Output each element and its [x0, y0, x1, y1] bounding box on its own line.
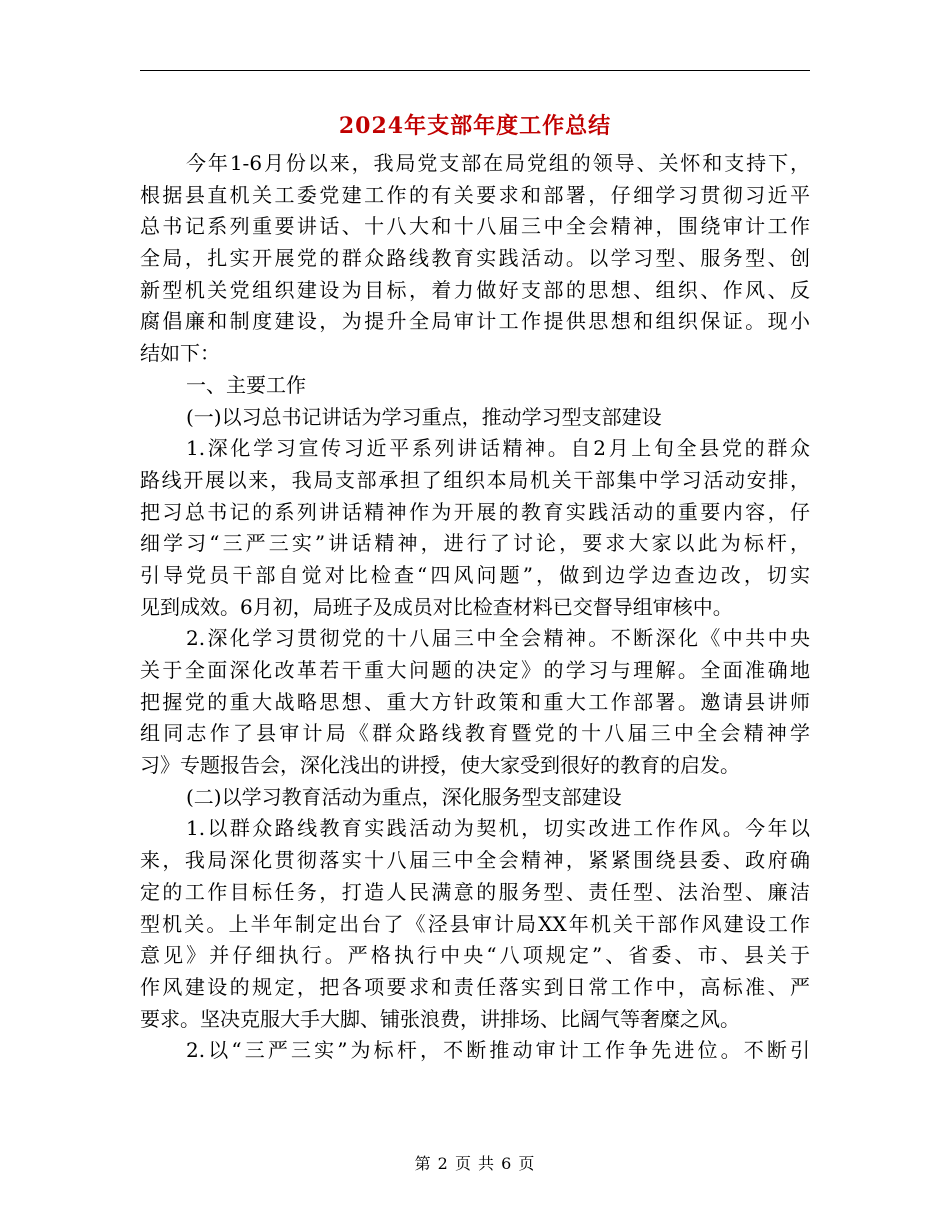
paragraph-line: 腐倡廉和制度建设，为提升全局审计工作提供思想和组织保证。现小 — [140, 309, 810, 334]
paragraph-line: 意见》并仔细执行。严格执行中央“八项规定”、省委、市、县关于 — [140, 943, 810, 968]
paragraph-line: 要求。坚决克服大手大脚、铺张浪费，讲排场、比阔气等奢糜之风。 — [140, 1006, 740, 1031]
paragraph-line: 1.以群众路线教育实践活动为契机，切实改进工作作风。今年以 — [186, 816, 810, 841]
paragraph-line: 引导党员干部自觉对比检查“四风问题”，做到边学边查边改，切实 — [140, 562, 810, 587]
paragraph-line: 细学习“三严三实”讲话精神，进行了讨论，要求大家以此为标杆， — [140, 531, 810, 556]
header-rule — [140, 70, 810, 71]
document-body — [140, 148, 810, 1067]
paragraph-line: 习》专题报告会，深化浅出的讲授，使大家受到很好的教育的启发。 — [140, 753, 740, 778]
paragraph-line: 路线开展以来，我局支部承担了组织本局机关干部集中学习活动安排， — [140, 467, 810, 492]
subsection-heading: (一)以习总书记讲话为学习重点，推动学习型支部建设 — [186, 404, 662, 429]
paragraph-line: 根据县直机关工委党建工作的有关要求和部署，仔细学习贯彻习近平 — [140, 182, 810, 207]
paragraph-line: 把习总书记的系列讲话精神作为开展的教育实践活动的重要内容，仔 — [140, 499, 810, 524]
paragraph-line: 定的工作目标任务，打造人民满意的服务型、责任型、法治型、廉洁 — [140, 879, 810, 904]
paragraph-line: 结如下： — [140, 341, 220, 366]
paragraph-line: 1.深化学习宣传习近平系列讲话精神。自2月上旬全县党的群众 — [186, 436, 810, 461]
paragraph-line: 把握党的重大战略思想、重大方针政策和重大工作部署。邀请县讲师 — [140, 689, 810, 714]
paragraph-line: 作风建设的规定，把各项要求和责任落实到日常工作中，高标准、严 — [140, 974, 810, 999]
paragraph-line: 见到成效。6月初，局班子及成员对比检查材料已交督导组审核中。 — [140, 594, 733, 619]
subsection-heading: (二)以学习教育活动为重点，深化服务型支部建设 — [186, 784, 622, 809]
paragraph-line: 全局，扎实开展党的群众路线教育实践活动。以学习型、服务型、创 — [140, 246, 810, 271]
paragraph-line: 型机关。上半年制定出台了《泾县审计局XX年机关干部作风建设工作 — [140, 911, 810, 936]
section-heading: 一、主要工作 — [186, 372, 306, 397]
paragraph-line: 2.以“三严三实”为标杆，不断推动审计工作争先进位。不断引 — [186, 1038, 810, 1063]
paragraph-line: 总书记系列重要讲话、十八大和十八届三中全会精神，围绕审计工作 — [140, 214, 810, 239]
document-title: 2024年支部年度工作总结 — [338, 113, 612, 139]
page-number: 第 2 页 共 6 页 — [414, 1154, 536, 1173]
paragraph-line: 关于全面深化改革若干重大问题的决定》的学习与理解。全面准确地 — [140, 658, 810, 682]
paragraph-line: 2.深化学习贯彻党的十八届三中全会精神。不断深化《中共中央 — [186, 626, 810, 651]
paragraph-line: 今年1-6月份以来，我局党支部在局党组的领导、关怀和支持下， — [186, 151, 810, 175]
paragraph-line: 新型机关党组织建设为目标，着力做好支部的思想、组织、作风、反 — [140, 277, 810, 302]
paragraph-line: 组同志作了县审计局《群众路线教育暨党的十八届三中全会精神学 — [140, 721, 810, 746]
paragraph-line: 来，我局深化贯彻落实十八届三中全会精神，紧紧围绕县委、政府确 — [140, 848, 810, 873]
